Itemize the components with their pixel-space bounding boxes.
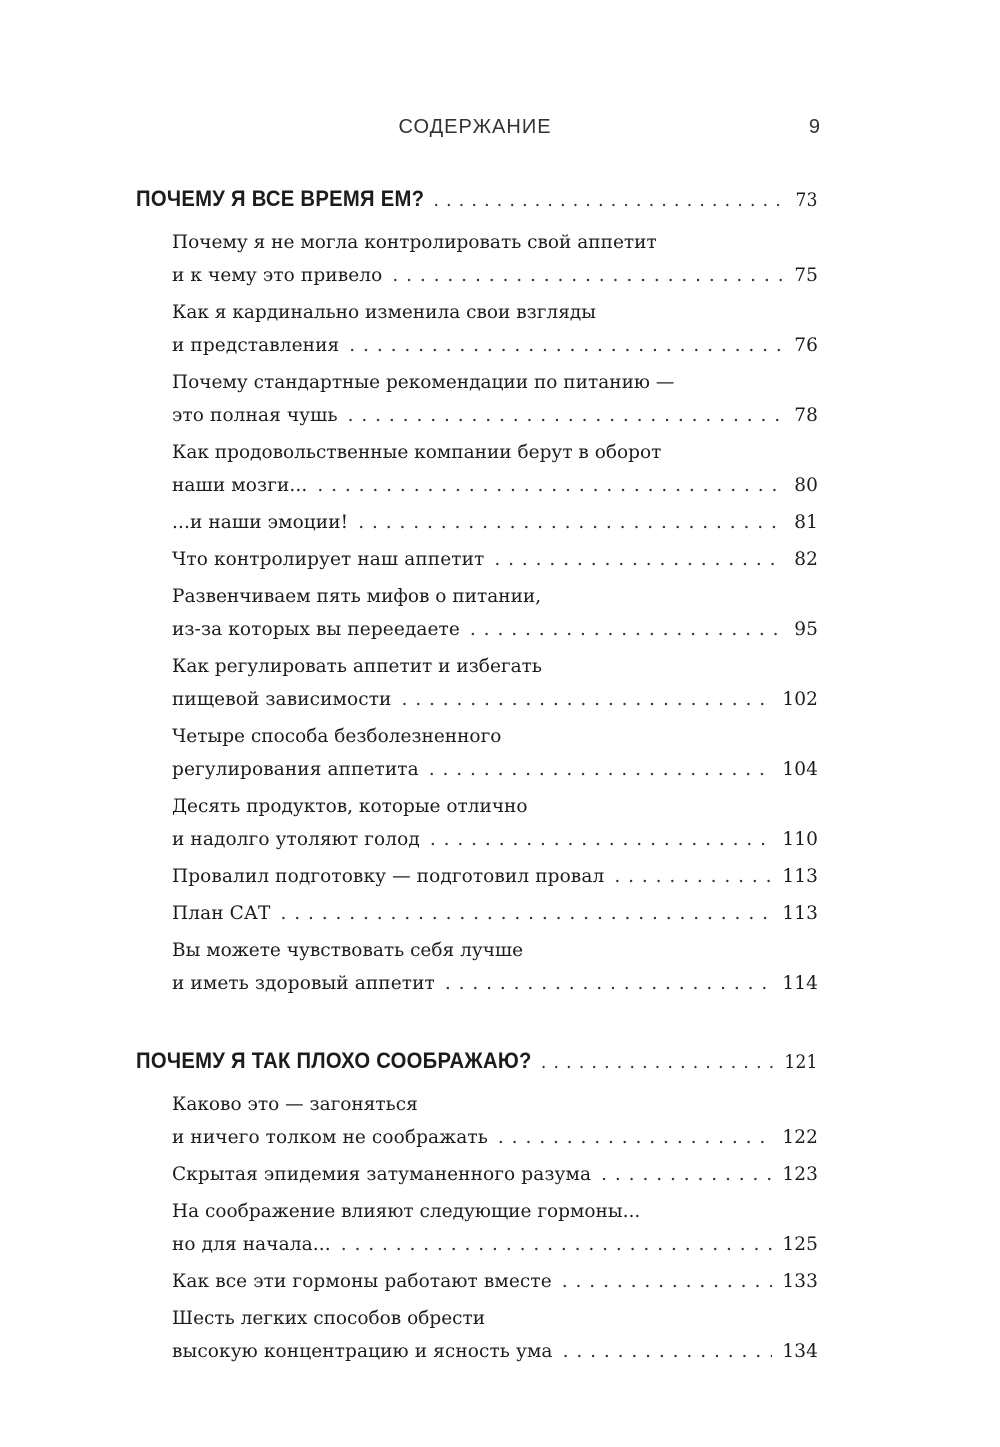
toc-entry[interactable]: [172, 506, 818, 539]
toc-entry[interactable]: [172, 1158, 818, 1191]
chapter-title: ПОЧЕМУ Я ТАК ПЛОХО СООБРАЖАЮ?: [136, 1048, 532, 1073]
dot-leader: [348, 399, 785, 432]
entry-title-line1: Как я кардинально изменила свои взгляды: [172, 302, 596, 323]
toc-entry[interactable]: [172, 1265, 818, 1298]
entry-page: 81: [794, 512, 818, 533]
entry-title-line2: и ничего толком не соображать: [172, 1127, 488, 1148]
entry-title-line2: регулирования аппетита: [172, 759, 419, 780]
dot-leader: [358, 506, 784, 539]
entry-title-line1: Развенчиваем пять мифов о питании,: [172, 586, 542, 607]
page-number: 9: [808, 116, 820, 138]
toc-entry[interactable]: [172, 580, 818, 646]
toc-entry[interactable]: [172, 366, 818, 432]
entry-title-line1: Шесть легких способов обрести: [172, 1308, 486, 1329]
chapter-heading[interactable]: [136, 1040, 818, 1084]
entry-page: 110: [782, 829, 818, 850]
entry-title-line1: Десять продуктов, которые отлично: [172, 796, 528, 817]
entry-title-line1: Вы можете чувствовать себя лучше: [172, 940, 524, 961]
toc-entry[interactable]: [172, 934, 818, 1000]
entry-page: 75: [794, 265, 818, 286]
entry-title-line2: и надолго утоляют голод: [172, 829, 420, 850]
dot-leader: [563, 1335, 773, 1368]
entry-page: 78: [794, 405, 818, 426]
entry-title-line1: Четыре способа безболезненного: [172, 726, 502, 747]
entry-title-line2: и иметь здоровый аппетит: [172, 973, 435, 994]
chapter-title: ПОЧЕМУ Я ВСЕ ВРЕМЯ ЕМ?: [136, 186, 425, 211]
entry-title-line2: наши мозги...: [172, 475, 308, 496]
dot-leader: [601, 1158, 772, 1191]
dot-leader: [341, 1228, 773, 1261]
entry-title-line1: Почему стандартные рекомендации по питанию —: [172, 372, 675, 393]
entry-title-line2: и к чему это привело: [172, 265, 383, 286]
dot-leader: [317, 469, 784, 502]
dot-leader: [280, 897, 772, 930]
entry-page: 125: [782, 1234, 818, 1255]
entry-title-line2: но для начала...: [172, 1234, 331, 1255]
toc-entry[interactable]: [172, 1302, 818, 1368]
entry-title-line2: План САТ: [172, 903, 271, 924]
toc-entry[interactable]: [172, 1195, 818, 1261]
toc-entry[interactable]: [172, 720, 818, 786]
chapter-entries: [136, 1088, 818, 1368]
entry-page: 134: [782, 1341, 818, 1362]
entry-page: 82: [794, 549, 818, 570]
entry-title-line2: ...и наши эмоции!: [172, 512, 349, 533]
entry-page: 102: [782, 689, 818, 710]
dot-leader: [349, 329, 784, 362]
chapter-page: 121: [784, 1052, 818, 1073]
table-of-contents: [136, 178, 818, 1368]
entry-title-line2: Как все эти гормоны работают вместе: [172, 1271, 552, 1292]
entry-page: 123: [782, 1164, 818, 1185]
entry-page: 113: [782, 866, 818, 887]
toc-entry[interactable]: [172, 543, 818, 576]
entry-title-line2: Провалил подготовку — подготовил провал: [172, 866, 605, 887]
dot-leader: [401, 683, 772, 716]
dot-leader: [445, 967, 773, 1000]
entry-page: 113: [782, 903, 818, 924]
entry-page: 133: [782, 1271, 818, 1292]
toc-entry[interactable]: [172, 860, 818, 893]
dot-leader: [498, 1121, 772, 1154]
entry-title-line1: Как регулировать аппетит и избегать: [172, 656, 542, 677]
dot-leader: [541, 1042, 775, 1084]
entry-title-line1: Каково это — загоняться: [172, 1094, 418, 1115]
chapter-heading[interactable]: [136, 178, 818, 222]
entry-title-line2: это полная чушь: [172, 405, 338, 426]
entry-title-line1: Как продовольственные компании берут в оборот: [172, 442, 662, 463]
toc-entry[interactable]: [172, 296, 818, 362]
entry-title-line2: и представления: [172, 335, 340, 356]
entry-page: 95: [794, 619, 818, 640]
toc-entry[interactable]: [172, 650, 818, 716]
entry-title-line1: На соображение влияют следующие гормоны...: [172, 1201, 641, 1222]
dot-leader: [562, 1265, 773, 1298]
toc-entry[interactable]: [172, 790, 818, 856]
dot-leader: [614, 860, 772, 893]
chapter-entries: [136, 226, 818, 1000]
toc-entry[interactable]: [172, 226, 818, 292]
chapter-page: 73: [795, 190, 818, 211]
entry-title-line2: Что контролирует наш аппетит: [172, 549, 485, 570]
entry-title-line2: высокую концентрацию и ясность ума: [172, 1341, 553, 1362]
dot-leader: [429, 753, 773, 786]
dot-leader: [494, 543, 784, 576]
toc-entry[interactable]: [172, 897, 818, 930]
entry-page: 122: [782, 1127, 818, 1148]
entry-title-line2: Скрытая эпидемия затуманенного разума: [172, 1164, 592, 1185]
running-head: [0, 116, 1000, 146]
entry-title-line2: из-за которых вы переедаете: [172, 619, 460, 640]
toc-entry[interactable]: [172, 436, 818, 502]
dot-leader: [430, 823, 772, 856]
entry-page: 114: [782, 973, 818, 994]
entry-title-line2: пищевой зависимости: [172, 689, 392, 710]
dot-leader: [392, 259, 784, 292]
entry-title-line1: Почему я не могла контролировать свой аппетит: [172, 232, 657, 253]
dot-leader: [433, 180, 786, 222]
entry-page: 104: [782, 759, 818, 780]
entry-page: 76: [794, 335, 818, 356]
entry-page: 80: [794, 475, 818, 496]
running-head-title: СОДЕРЖАНИЕ: [398, 116, 552, 138]
dot-leader: [470, 613, 784, 646]
toc-entry[interactable]: [172, 1088, 818, 1154]
